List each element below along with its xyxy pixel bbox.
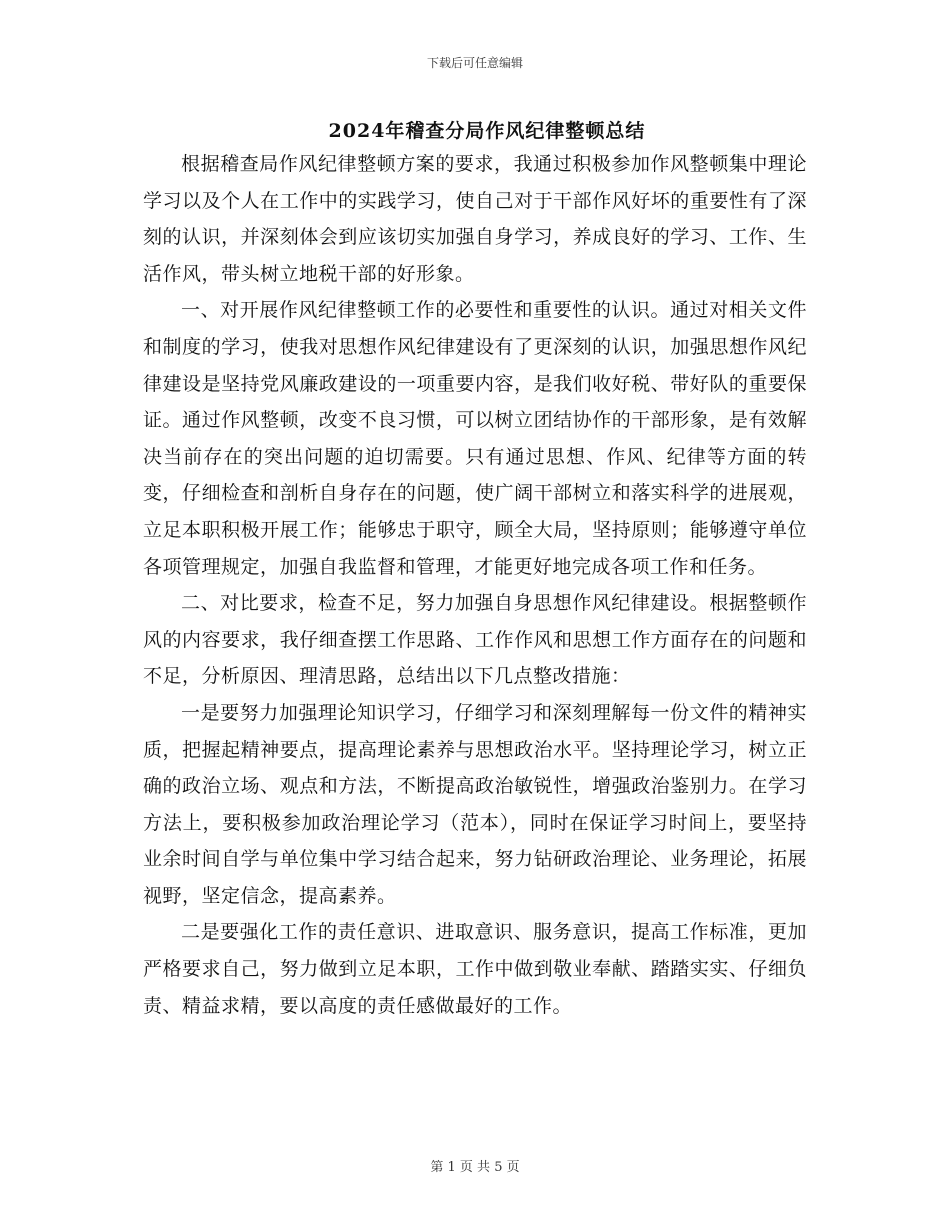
paragraph-section-two: 二、对比要求，检查不足，努力加强自身思想作风纪律建设。根据整顿作风的内容要求，我仔细查摆工作思路、工作作风和思想工作方面存在的问题和不足，分析原因、理清思路，总结出以下几点整改措施： [143,592,807,688]
page-header-note: 下载后可任意编辑 [426,56,523,70]
document-title: 2024年稽查分局作风纪律整顿总结 [328,120,646,142]
paragraph-section-one: 一、对开展作风纪律整顿工作的必要性和重要性的认识。通过对相关文件和制度的学习，使我对思想作风纪律建设有了更深刻的认识，加强思想作风纪律建设是坚持党风廉政建设的一项重要内容，是我们收好税、带好队的重要保证。通过作风整顿，改变不良习惯，可以树立团结协作的干部形象，是有效解决当前存在的突出问题的迫切需要。只有通过思想、作风、纪律等方面的转变，仔细检查和剖析自身存在的问题，使广阔干部树立和落实科学的进展观，立足本职积极开展工作；能够忠于职守，顾全大局，坚持原则；能够遵守单位各项管理规定，加强自我监督和管理，才能更好地完成各项工作和任务。 [143,299,807,578]
paragraph-measure-two: 二是要强化工作的责任意识、进取意识、服务意识，提高工作标准，更加严格要求自己，努力做到立足本职，工作中做到敬业奉献、踏踏实实、仔细负责、精益求精，要以高度的责任感做最好的工作。 [143,921,807,1017]
document-body [143,146,807,1024]
paragraph-measure-one: 一是要努力加强理论知识学习，仔细学习和深刻理解每一份文件的精神实质，把握起精神要点，提高理论素养与思想政治水平。坚持理论学习，树立正确的政治立场、观点和方法，不断提高政治敏锐性，增强政治鉴别力。在学习方法上，要积极参加政治理论学习（范本），同时在保证学习时间上，要坚持业余时间自学与单位集中学习结合起来，努力钻研政治理论、业务理论，拓展视野，坚定信念，提高素养。 [143,701,807,907]
page-number-footer: 第 1 页 共 5 页 [430,1160,520,1175]
paragraph-intro: 根据稽查局作风纪律整顿方案的要求，我通过积极参加作风整顿集中理论学习以及个人在工作中的实践学习，使自己对于干部作风好坏的重要性有了深刻的认识，并深刻体会到应该切实加强自身学习，养成良好的学习、工作、生活作风，带头树立地税干部的好形象。 [143,153,807,285]
